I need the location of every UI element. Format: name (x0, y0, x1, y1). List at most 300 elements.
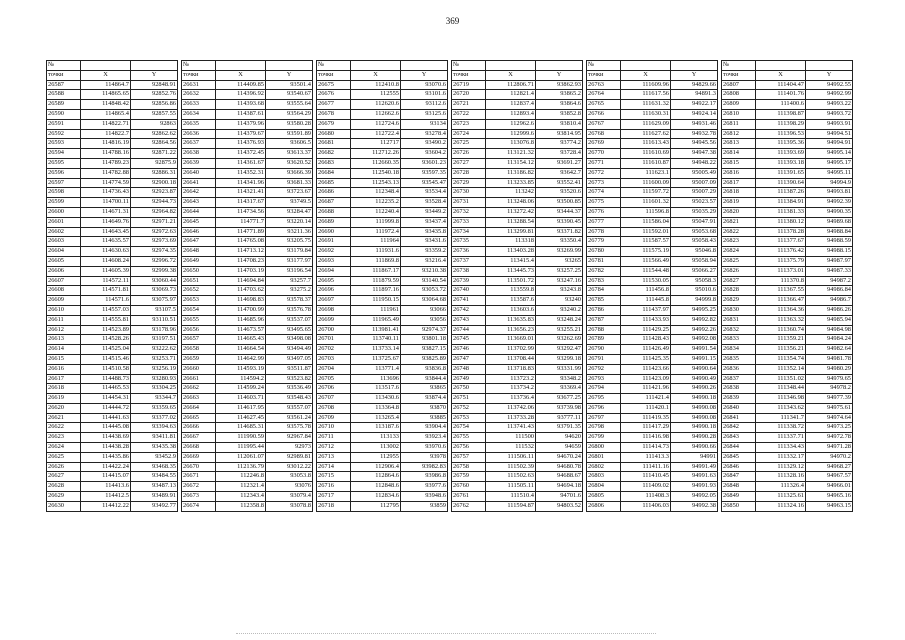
point-number: 26670 (182, 462, 216, 472)
x-coordinate: 114864.7 (81, 80, 131, 90)
point-number: 26692 (317, 247, 351, 257)
y-coordinate: 93575.78 (266, 423, 313, 433)
x-coordinate: 111629.09 (621, 119, 671, 129)
x-coordinate: 111377.67 (756, 237, 806, 247)
y-coordinate: 93269.99 (536, 247, 583, 257)
point-number: 26815 (722, 158, 756, 168)
footer-divider (236, 633, 656, 634)
header-y: Y (536, 70, 583, 80)
table-row (47, 364, 178, 374)
y-coordinate: 93070.6 (401, 80, 448, 90)
table-row (182, 276, 313, 286)
y-coordinate: 93948.6 (401, 492, 448, 502)
y-coordinate: 93284.47 (266, 207, 313, 217)
y-coordinate: 93468.35 (131, 462, 178, 472)
x-coordinate: 111544.48 (621, 266, 671, 276)
table-row (722, 492, 853, 502)
point-number: 26593 (47, 139, 81, 149)
y-coordinate: 93079.4 (266, 492, 313, 502)
y-coordinate: 94999.8 (671, 296, 718, 306)
point-number: 26638 (182, 149, 216, 159)
point-number: 26795 (587, 394, 621, 404)
table-row (182, 296, 313, 306)
point-number: 26635 (182, 119, 216, 129)
point-number: 26687 (317, 198, 351, 208)
y-coordinate: 95047.91 (671, 217, 718, 227)
x-coordinate: 112620.6 (351, 100, 401, 110)
table-row (452, 482, 583, 492)
table-row (722, 158, 853, 168)
y-coordinate: 94992.05 (671, 492, 718, 502)
table-row (317, 443, 448, 453)
coordinate-table-1 (46, 60, 178, 512)
point-number: 26822 (722, 227, 756, 237)
point-number: 26646 (182, 227, 216, 237)
x-coordinate: 111456.8 (621, 286, 671, 296)
x-coordinate: 113733.28 (486, 413, 536, 423)
point-number: 26686 (317, 188, 351, 198)
x-coordinate: 114630.63 (81, 247, 131, 257)
y-coordinate: 93060.44 (131, 276, 178, 286)
point-number: 26717 (317, 492, 351, 502)
table-row (587, 462, 718, 472)
point-number: 26827 (722, 276, 756, 286)
x-coordinate: 111363.32 (756, 315, 806, 325)
y-coordinate: 93078.8 (266, 501, 313, 511)
x-coordinate: 113742.06 (486, 403, 536, 413)
point-number: 26608 (47, 286, 81, 296)
x-coordinate: 114848.42 (81, 100, 131, 110)
point-number: 26592 (47, 129, 81, 139)
x-coordinate: 112893.4 (486, 109, 536, 119)
x-coordinate: 112540.18 (351, 168, 401, 178)
point-number: 26747 (452, 354, 486, 364)
table-row (182, 354, 313, 364)
y-coordinate: 93498.08 (266, 335, 313, 345)
table-row (452, 286, 583, 296)
x-coordinate: 111378.28 (756, 227, 806, 237)
table-row (182, 394, 313, 404)
y-coordinate: 94670.24 (536, 452, 583, 462)
table-row (47, 492, 178, 502)
y-coordinate: 93580.28 (266, 119, 313, 129)
x-coordinate: 113121.32 (486, 149, 536, 159)
point-number: 26673 (182, 492, 216, 502)
table-row (317, 256, 448, 266)
table-row (722, 296, 853, 306)
x-coordinate: 114649.76 (81, 217, 131, 227)
table-row (452, 305, 583, 315)
y-coordinate: 93844.4 (401, 374, 448, 384)
x-coordinate: 113696 (351, 374, 401, 384)
y-coordinate: 92999.38 (131, 266, 178, 276)
point-number: 26833 (722, 335, 756, 345)
x-coordinate: 111999.8 (351, 217, 401, 227)
point-number: 26836 (722, 364, 756, 374)
x-coordinate: 111395.36 (756, 139, 806, 149)
table-row (452, 80, 583, 90)
header-number-label: № (722, 61, 756, 71)
y-coordinate: 94990.26 (671, 384, 718, 394)
table-row (47, 354, 178, 364)
table-row (722, 217, 853, 227)
y-coordinate: 93978 (401, 452, 448, 462)
point-number: 26590 (47, 109, 81, 119)
x-coordinate: 114572.11 (81, 276, 131, 286)
y-coordinate: 94993.91 (806, 119, 853, 129)
y-coordinate: 95035.29 (671, 207, 718, 217)
x-coordinate: 113740.11 (351, 335, 401, 345)
y-coordinate: 93576.78 (266, 305, 313, 315)
x-coordinate: 114372.45 (216, 149, 266, 159)
y-coordinate: 94688.67 (536, 472, 583, 482)
header-blank (671, 61, 718, 71)
y-coordinate: 94970.2 (806, 452, 853, 462)
x-coordinate: 114422.24 (81, 462, 131, 472)
y-coordinate: 94620 (536, 433, 583, 443)
table-row (182, 198, 313, 208)
point-number: 26596 (47, 168, 81, 178)
y-coordinate: 93178.96 (131, 325, 178, 335)
table-row (587, 296, 718, 306)
point-number: 26801 (587, 452, 621, 462)
point-number: 26594 (47, 149, 81, 159)
x-coordinate: 112795 (351, 501, 401, 511)
point-number: 26784 (587, 286, 621, 296)
point-number: 26719 (452, 80, 486, 90)
point-number: 26604 (47, 247, 81, 257)
point-number: 26844 (722, 443, 756, 453)
point-number: 26618 (47, 384, 81, 394)
coordinate-table-4 (451, 60, 583, 512)
y-coordinate: 94965.16 (806, 492, 853, 502)
table-row (317, 168, 448, 178)
x-coordinate: 111381.33 (756, 207, 806, 217)
x-coordinate: 114438.28 (81, 443, 131, 453)
table-row (317, 403, 448, 413)
x-coordinate: 112906.4 (351, 462, 401, 472)
table-row (182, 90, 313, 100)
y-coordinate: 94986.84 (806, 286, 853, 296)
table-row (47, 129, 178, 139)
table-row (722, 286, 853, 296)
table-row (317, 237, 448, 247)
y-coordinate: 93523.82 (266, 374, 313, 384)
y-coordinate: 92900.18 (131, 178, 178, 188)
point-number: 26707 (317, 394, 351, 404)
x-coordinate: 114393.68 (216, 100, 266, 110)
x-coordinate: 112712.26 (351, 149, 401, 159)
y-coordinate: 92996.72 (131, 256, 178, 266)
y-coordinate: 95066.27 (671, 266, 718, 276)
point-number: 26691 (317, 237, 351, 247)
x-coordinate: 111627.62 (621, 129, 671, 139)
x-coordinate: 111631.32 (621, 100, 671, 110)
y-coordinate: 94701.6 (536, 492, 583, 502)
table-row (47, 315, 178, 325)
point-number: 26666 (182, 423, 216, 433)
point-number: 26819 (722, 198, 756, 208)
x-coordinate: 111869.8 (351, 256, 401, 266)
y-coordinate: 94984.98 (806, 325, 853, 335)
point-number: 26678 (317, 109, 351, 119)
x-coordinate: 111428.43 (621, 335, 671, 345)
x-coordinate: 111586.04 (621, 217, 671, 227)
table-row (182, 403, 313, 413)
point-number: 26773 (587, 178, 621, 188)
x-coordinate: 113133 (351, 433, 401, 443)
x-coordinate: 112410.8 (351, 80, 401, 90)
y-coordinate: 94991.63 (671, 472, 718, 482)
point-number: 26614 (47, 345, 81, 355)
x-coordinate: 111370.8 (756, 276, 806, 286)
x-coordinate: 111433.93 (621, 315, 671, 325)
point-number: 26639 (182, 158, 216, 168)
x-coordinate: 114765.08 (216, 237, 266, 247)
table-row (182, 325, 313, 335)
table-row (452, 335, 583, 345)
y-coordinate: 93292.47 (536, 345, 583, 355)
y-coordinate: 93836.8 (401, 364, 448, 374)
table-row (182, 501, 313, 511)
x-coordinate: 112837.4 (486, 100, 536, 110)
table-row (452, 100, 583, 110)
table-row (47, 423, 178, 433)
y-coordinate: 93075.97 (131, 296, 178, 306)
point-number: 26733 (452, 217, 486, 227)
x-coordinate: 114771.89 (216, 227, 266, 237)
y-coordinate: 93728.4 (536, 149, 583, 159)
table-row (317, 266, 448, 276)
y-coordinate: 94978.2 (806, 384, 853, 394)
point-number: 26654 (182, 305, 216, 315)
y-coordinate: 93262.69 (536, 335, 583, 345)
y-coordinate: 94963.15 (806, 501, 853, 511)
table-row (317, 296, 448, 306)
y-coordinate: 94992.38 (671, 501, 718, 511)
point-number: 26620 (47, 403, 81, 413)
table-row (587, 109, 718, 119)
table-row (317, 325, 448, 335)
x-coordinate: 113741.43 (486, 423, 536, 433)
point-number: 26701 (317, 335, 351, 345)
point-number: 26810 (722, 109, 756, 119)
y-coordinate: 93012.22 (266, 462, 313, 472)
table-row (722, 168, 853, 178)
y-coordinate: 94984.24 (806, 335, 853, 345)
header-x: X (486, 70, 536, 80)
table-row (47, 462, 178, 472)
x-coordinate: 113635.83 (486, 315, 536, 325)
y-coordinate: 94973.25 (806, 423, 853, 433)
y-coordinate: 94971.28 (806, 443, 853, 453)
table-row (182, 158, 313, 168)
point-number: 26690 (317, 227, 351, 237)
table-row (182, 217, 313, 227)
table-row (587, 443, 718, 453)
x-coordinate: 111359.21 (756, 335, 806, 345)
table-row (722, 90, 853, 100)
table-row (317, 472, 448, 482)
point-number: 26706 (317, 384, 351, 394)
point-number: 26724 (452, 129, 486, 139)
y-coordinate: 93977.6 (401, 482, 448, 492)
table-row (587, 158, 718, 168)
x-coordinate: 111343.62 (756, 403, 806, 413)
y-coordinate: 92944.73 (131, 198, 178, 208)
table-row (452, 158, 583, 168)
point-number: 26633 (182, 100, 216, 110)
x-coordinate: 113559.8 (486, 286, 536, 296)
x-coordinate: 111502.63 (486, 472, 536, 482)
point-number: 26834 (722, 345, 756, 355)
table-row (317, 462, 448, 472)
point-number: 26661 (182, 374, 216, 384)
table-row (182, 364, 313, 374)
point-number: 26649 (182, 256, 216, 266)
table-row (47, 158, 178, 168)
y-coordinate: 95058.43 (671, 237, 718, 247)
y-coordinate: 95007.09 (671, 178, 718, 188)
y-coordinate: 93520.6 (536, 188, 583, 198)
x-coordinate: 111384.91 (756, 198, 806, 208)
point-number: 26772 (587, 168, 621, 178)
point-number: 26723 (452, 119, 486, 129)
table-row (317, 119, 448, 129)
point-number: 26735 (452, 237, 486, 247)
x-coordinate: 111398.87 (756, 109, 806, 119)
table-row (587, 501, 718, 511)
x-coordinate: 114635.57 (81, 237, 131, 247)
x-coordinate: 111387.26 (756, 188, 806, 198)
x-coordinate: 112662.6 (351, 109, 401, 119)
y-coordinate: 93437.4 (401, 217, 448, 227)
y-coordinate: 94977.39 (806, 394, 853, 404)
point-number: 26694 (317, 266, 351, 276)
y-coordinate: 93452.9 (131, 452, 178, 462)
y-coordinate: 94990.66 (671, 443, 718, 453)
y-coordinate: 93125.6 (401, 109, 448, 119)
x-coordinate: 112555 (351, 90, 401, 100)
table-row (47, 345, 178, 355)
point-number: 26839 (722, 394, 756, 404)
x-coordinate: 111566.49 (621, 256, 671, 266)
x-coordinate: 111419.35 (621, 413, 671, 423)
table-row (587, 188, 718, 198)
y-coordinate: 93449.2 (401, 207, 448, 217)
y-coordinate: 93777.11 (536, 413, 583, 423)
table-row (317, 482, 448, 492)
point-number: 26626 (47, 462, 81, 472)
x-coordinate: 111325.61 (756, 492, 806, 502)
table-row (722, 129, 853, 139)
y-coordinate: 94803.52 (536, 501, 583, 511)
point-number: 26645 (182, 217, 216, 227)
table-row (452, 168, 583, 178)
x-coordinate: 111417.29 (621, 423, 671, 433)
point-number: 26763 (587, 80, 621, 90)
point-number: 26597 (47, 178, 81, 188)
table-row (587, 315, 718, 325)
x-coordinate: 111393.18 (756, 158, 806, 168)
table-row (47, 374, 178, 384)
point-number: 26749 (452, 374, 486, 384)
table-row (722, 394, 853, 404)
y-coordinate: 94993.72 (806, 109, 853, 119)
point-number: 26798 (587, 423, 621, 433)
x-coordinate: 112240.4 (351, 207, 401, 217)
point-number: 26804 (587, 482, 621, 492)
y-coordinate: 93377.02 (131, 413, 178, 423)
x-coordinate: 111390.64 (756, 178, 806, 188)
table-row (722, 149, 853, 159)
x-coordinate: 111404.47 (756, 80, 806, 90)
y-coordinate: 92973.69 (131, 237, 178, 247)
table-row (317, 90, 448, 100)
y-coordinate: 94994.51 (806, 129, 853, 139)
x-coordinate: 114708.23 (216, 256, 266, 266)
point-number: 26825 (722, 256, 756, 266)
point-number: 26662 (182, 384, 216, 394)
y-coordinate: 93205.75 (266, 237, 313, 247)
x-coordinate: 111421.4 (621, 394, 671, 404)
point-number: 26741 (452, 296, 486, 306)
table-row (317, 139, 448, 149)
table-row (452, 276, 583, 286)
y-coordinate: 94986.26 (806, 305, 853, 315)
x-coordinate: 111367.55 (756, 286, 806, 296)
table-row (452, 325, 583, 335)
table-row (47, 286, 178, 296)
x-coordinate: 111610.87 (621, 158, 671, 168)
point-number: 26711 (317, 433, 351, 443)
point-number: 26846 (722, 462, 756, 472)
header-blank (621, 61, 671, 71)
y-coordinate: 93350.4 (536, 237, 583, 247)
point-number: 26729 (452, 178, 486, 188)
table-row (587, 266, 718, 276)
table-row (722, 276, 853, 286)
table-row (47, 403, 178, 413)
header-point-label: точки (722, 70, 756, 80)
table-row (47, 198, 178, 208)
point-number: 26641 (182, 178, 216, 188)
point-number: 26785 (587, 296, 621, 306)
y-coordinate: 93681.33 (266, 178, 313, 188)
table-row (317, 149, 448, 159)
y-coordinate: 94993.22 (806, 100, 853, 110)
y-coordinate: 93865 (401, 384, 448, 394)
point-number: 26748 (452, 364, 486, 374)
point-number: 26768 (587, 129, 621, 139)
table-row (182, 247, 313, 257)
x-coordinate: 114822.7 (81, 129, 131, 139)
y-coordinate: 93222.62 (131, 345, 178, 355)
x-coordinate: 114387.61 (216, 109, 266, 119)
point-number: 26713 (317, 452, 351, 462)
x-coordinate: 114488.73 (81, 374, 131, 384)
table-row (452, 119, 583, 129)
point-number: 26665 (182, 413, 216, 423)
point-number: 26689 (317, 217, 351, 227)
table-row (722, 335, 853, 345)
table-row (182, 492, 313, 502)
table-row (722, 423, 853, 433)
table-row (47, 443, 178, 453)
x-coordinate: 114673.57 (216, 325, 266, 335)
x-coordinate: 113265.4 (351, 413, 401, 423)
point-number: 26800 (587, 443, 621, 453)
